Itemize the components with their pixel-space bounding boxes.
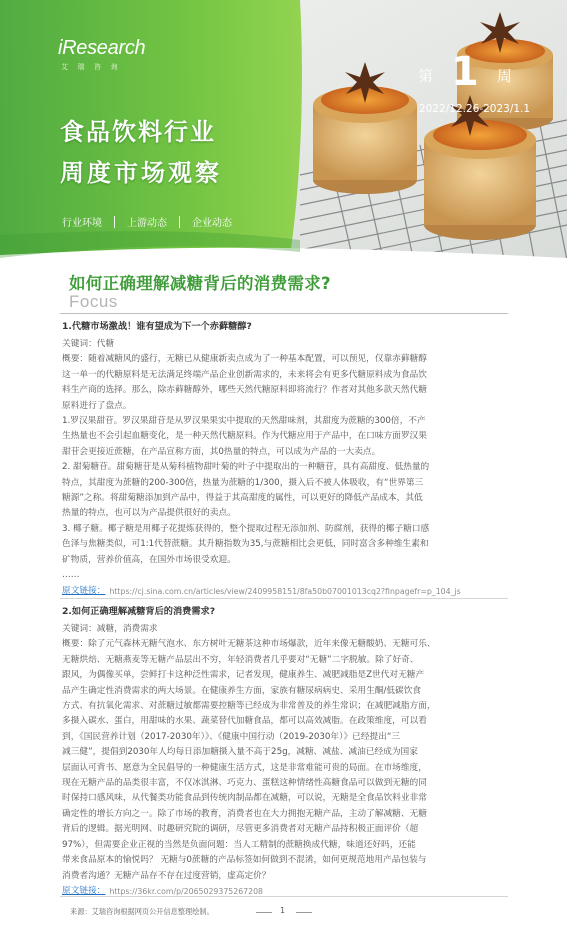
article-line: 生热量也不会引起血糖变化，是一种天然代糖原料。作为代糖应用于产品中，在口味方面罗汉果 [62, 431, 427, 442]
article-line: 到，《国民营养计划（2017-2030年）》、《健康中国行动（2019-2030年）》已经提出“三 [62, 731, 401, 742]
focus-headline: 如何正确理解减糖背后的消费需求? [69, 274, 331, 293]
section-divider [60, 598, 508, 599]
article-line: 概要：除了元气森林无糖气泡水、东方树叶无糖茶这种市场爆款，近年来像无糖酸奶、无糖可乐、 [62, 639, 436, 650]
footer-source-note: 来源：艾瑞咨询根据网页公开信息整理绘制。 [70, 907, 214, 916]
article-line: 特点，其甜度为蔗糖的200-300倍，热量为蔗糖的1/300，摄入后不被人体吸收，有“世界第三 [62, 477, 424, 488]
article-line: 概要：随着减糖风的盛行，无糖已从健康新卖点成为了一种基本配置，可以预见，仅靠赤藓糖醇 [62, 354, 427, 365]
date-range: 2022/12.26-2023/1.1 [419, 103, 531, 115]
source-url[interactable]: https://cj.sina.com.cn/articles/view/2409958151/8fa50b07001013cq2?finpagefr=p_104_js [109, 586, 461, 596]
week-suffix: 周 [496, 67, 512, 85]
article-1 [62, 320, 508, 599]
logo-wordmark: iResearch [58, 37, 146, 59]
article-line: 品产生确定性消费需求的两大场景。在健康养生方面，家族有糖尿病病史、采用生酮/低碳饮食 [62, 685, 422, 696]
article-line: 无糖烘焙、无糖燕麦等无糖产品层出不穷，年轻消费者几乎要对“无糖”二字脱敏。除了好奇、 [62, 654, 419, 665]
article-line: 热量的特点，也可以为产品提供很好的卖点。 [62, 508, 236, 519]
source-row [62, 584, 508, 599]
article-line: 现在无糖产品的品类很丰富，不仅冰淇淋、巧克力、蛋糕这种情绪性高糖食品可以做到无糖的同 [62, 778, 427, 789]
nav-separator [179, 216, 180, 228]
focus-label: Focus [69, 292, 118, 311]
nav-separator [114, 216, 115, 228]
source-url[interactable]: https://36kr.com/p/2065029375267208 [109, 886, 264, 896]
report-title-line2: 周度市场观察 [60, 159, 222, 187]
source-link-label[interactable]: 原文链接： [62, 885, 106, 896]
article-line: 料生产商的选择。那么，除赤藓糖醇外，哪些天然代糖原料即将流行？作者对其他多款天然代糖 [62, 385, 427, 396]
week-prefix: 第 [418, 67, 434, 85]
article-line: 时保持口感风味，从代餐类功能食品到传统肉制品都在减糖，可以说，无糖是全食品饮料业非常 [62, 793, 427, 804]
article-title: 1.代糖市场激战！谁有望成为下一个赤藓糖醇? [62, 321, 252, 332]
article-title: 2.如何正确理解减糖背后的消费需求? [62, 606, 216, 617]
nav-item-upstream: 上游动态 [127, 218, 167, 229]
article-line: 跟风，为偶像买单，尝鲜打卡这种泛性需求，记者发现，健康养生、减肥减脂是Z世代对无糖产 [62, 670, 425, 681]
article-line: …… [62, 570, 80, 581]
article-line: 消费者沟通？无糖产品存不存在过度营销，虚高定价？ [62, 870, 271, 881]
article-line: 这一单一的代糖原料是无法满足终端产品企业创新需求的，未来将会有更多代糖原料成为食品饮 [62, 369, 427, 380]
page-number-rule-left [256, 912, 272, 913]
article-line: 矿物质，营养价值高，在国外市场很受欢迎。 [62, 554, 236, 565]
article-line: 减三健”，提倡到2030年人均每日添加糖摄入量不高于25g，减糖、减盐、减油已经成为国家 [62, 747, 418, 758]
article-2 [62, 605, 508, 899]
article-line: 3. 椰子糖。椰子糖是用椰子花提炼获得的，整个提取过程无添加剂、防腐剂，获得的椰子糖口感 [62, 523, 430, 534]
article-line: 带来食品原本的愉悦吗？ 无糖与0蔗糖的产品标签如何做到不混淆，如何更规范地用产品包装与 [62, 855, 427, 866]
report-title-line1: 食品饮料行业 [60, 118, 216, 146]
article-line: 原料进行了盘点。 [62, 400, 132, 411]
nav-item-industry: 行业环境 [62, 218, 102, 229]
hero-banner [0, 0, 567, 290]
hero-section-nav [62, 214, 232, 229]
iresearch-logo [58, 38, 145, 72]
article-line: 糖源”之称。将甜菊糖添加到产品中，得益于其高甜度的属性，可以更好的降低产品成本，其低 [62, 493, 423, 504]
article-line: 层面认可背书、愿意为全民倡导的一种健康生活方式，这是非常难能可贵的局面。在市场维度， [62, 762, 427, 773]
focus-divider [60, 313, 508, 314]
week-indicator [418, 50, 512, 94]
article-line: 色泽与焦糖类似，可1:1代替蔗糖。其升糖指数为35,与蔗糖相比会更低，同时富含多种维生素和 [62, 539, 429, 550]
article-line: 方式、有抗氧化需求、对蔗糖过敏都需要控糖等已经成为非常普及的养生常识；在减肥减脂方面， [62, 701, 436, 712]
article-line: 97%），但需要企业正视的当然是负面问题：当人工精制的蔗糖换成代糖，味道还好吗，还能 [62, 839, 416, 850]
article-line: 1.罗汉果甜苷。罗汉果甜苷是从罗汉果果实中提取的天然甜味剂，其甜度为蔗糖的300倍，不产 [62, 416, 426, 427]
article-line: 背后的逻辑。据光明网、时趣研究院的调研，尽管更多消费者对无糖产品持积极正面评价（超 [62, 824, 419, 835]
source-link-label[interactable]: 原文链接： [62, 585, 106, 596]
footer-divider [60, 896, 508, 897]
page-number-rule-right [296, 912, 312, 913]
logo-subtitle: 艾瑞咨询 [61, 63, 127, 71]
article-line: 2. 甜菊糖苷。甜菊糖苷是从菊科植物甜叶菊的叶子中提取出的一种糖苷，具有高甜度、低热量的 [62, 462, 430, 473]
article-line: 确定性的增长方向之一。除了市场的教育，消费者也在大力拥抱无糖产品，主动了解减糖、无糖 [62, 808, 427, 819]
nav-item-company: 企业动态 [192, 218, 232, 229]
week-number: 1 [451, 49, 479, 95]
article-line: 关键词：减糖，消费需求 [62, 624, 158, 634]
article-line: 甜苷会更接近蔗糖，在产品宣称方面，其0热量的特点，可以成为产品的一大卖点。 [62, 446, 381, 457]
article-line: 关键词：代糖 [62, 339, 115, 349]
page-number: 1 [280, 906, 286, 915]
article-line: 多摄入碳水、蛋白，用甜味的水果、蔬菜替代加糖食品，都可以高效减脂。在政策维度，可以看 [62, 716, 427, 727]
